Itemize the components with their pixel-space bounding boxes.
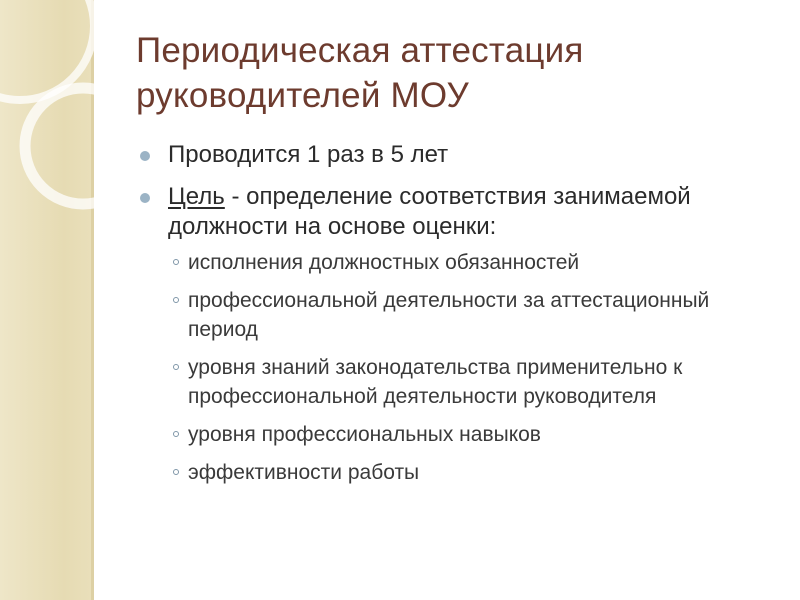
left-decor-band-edge [91, 0, 94, 600]
criteria-item-work-efficiency [136, 458, 776, 487]
criteria-item-duties [136, 248, 776, 277]
criteria-item-professional-activity [136, 286, 776, 344]
criteria-text: исполнения должностных обязанностей [188, 251, 580, 274]
sub-bullet-icon [173, 431, 179, 437]
bullet-icon [140, 193, 150, 203]
bullet-icon [140, 151, 150, 161]
bullet-frequency [136, 140, 776, 170]
slide-content [136, 140, 776, 487]
criteria-text: уровня профессиональных навыков [188, 423, 541, 446]
sub-bullet-icon [173, 259, 179, 265]
sub-bullet-icon [173, 297, 179, 303]
criteria-item-legislation-knowledge [136, 353, 776, 411]
slide-title [136, 28, 756, 118]
criteria-text: профессиональной деятельности за аттестационный период [188, 289, 710, 341]
criteria-text: эффективности работы [188, 461, 420, 484]
criteria-item-professional-skills [136, 420, 776, 449]
sub-bullet-icon [173, 364, 179, 370]
sub-bullet-icon [173, 469, 179, 475]
slide-title-line-1: Периодическая аттестация [136, 31, 584, 70]
criteria-text: уровня знаний законодательства применительно к профессиональной деятельности руководителя [188, 356, 683, 408]
bullet-goal [136, 182, 776, 242]
slide-title-line-2: руководителей МОУ [136, 76, 469, 115]
evaluation-criteria-list [136, 248, 776, 487]
left-decor-band [0, 0, 91, 600]
goal-description: - определение соответствия занимаемой должности на основе оценки: [168, 183, 691, 240]
bullet-frequency-text: Проводится 1 раз в 5 лет [168, 141, 449, 168]
goal-label: Цель [168, 183, 225, 210]
